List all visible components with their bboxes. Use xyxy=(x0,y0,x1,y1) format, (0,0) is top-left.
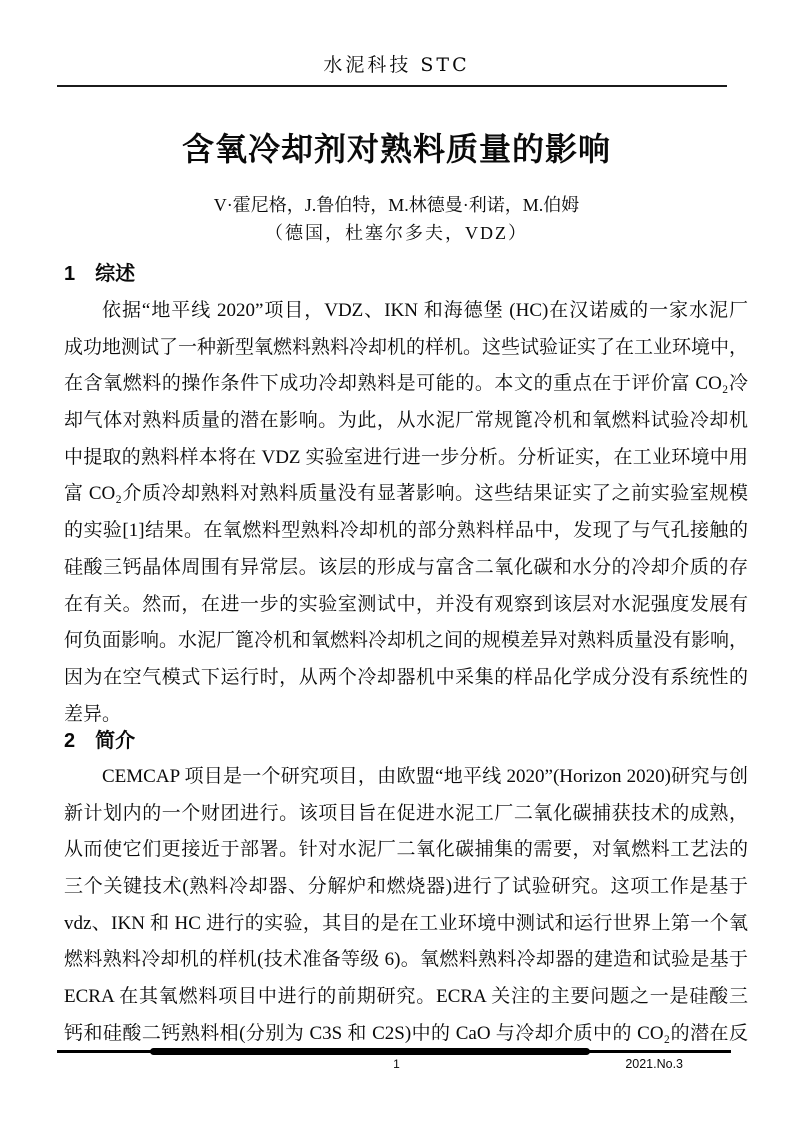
footer-divider-thick-segment xyxy=(150,1048,590,1055)
text-line: 硅酸三钙晶体周围有异常层。该层的形成与富含二氧化碳和水分的冷却介质的存 xyxy=(64,556,748,578)
section-2-paragraph xyxy=(64,759,748,1053)
text-line: 三个关键技术(熟料冷却器、分解炉和燃烧器)进行了试验研究。这项工作是基于 xyxy=(64,876,748,898)
text-line: 新计划内的一个财团进行。该项目旨在促进水泥工厂二氧化碳捕获技术的成熟， xyxy=(64,802,748,824)
text-line: 的实验[1]结果。在氧燃料型熟料冷却机的部分熟料样品中，发现了与气孔接触的 xyxy=(64,520,748,542)
text-line: 中提取的熟料样本将在 VDZ 实验室进行进一步分析。分析证实，在工业环境中用 xyxy=(64,446,748,468)
authors-line: V·霍尼格，J.鲁伯特，M.林德曼·利诺，M.伯姆 xyxy=(213,195,580,215)
text-line: 钙和硅酸二钙熟料相(分别为 C3S 和 C2S)中的 CaO 与冷却介质中的 CO₂的潜在反 xyxy=(64,1022,748,1044)
section-2-heading xyxy=(64,727,135,755)
section-number: 2 xyxy=(64,730,76,752)
text-line: 差异。 xyxy=(64,703,122,725)
text-line: CEMCAP 项目是一个研究项目，由欧盟“地平线 2020”(Horizon 2020)研究与创 xyxy=(102,766,748,787)
text-line: 从而使它们更接近于部署。针对水泥厂二氧化碳捕集的需要，对氧燃料工艺法的 xyxy=(64,839,748,861)
text-line: 何负面影响。水泥厂篦冷机和氧燃料冷却机之间的规模差异对熟料质量没有影响， xyxy=(64,630,748,652)
text-line: 成功地测试了一种新型氧燃料熟料冷却机的样机。这些试验证实了在工业环境中， xyxy=(64,336,748,358)
text-line: ECRA 在其氧燃料项目中进行的前期研究。ECRA 关注的主要问题之一是硅酸三 xyxy=(64,986,748,1008)
text-line: 燃料熟料冷却机的样机(技术准备等级 6)。氧燃料熟料冷却器的建造和试验是基于 xyxy=(64,949,748,971)
section-title: 简介 xyxy=(95,730,136,752)
header-divider xyxy=(57,85,727,87)
text-line: 在有关。然而，在进一步的实验室测试中，并没有观察到该层对水泥强度发展有 xyxy=(64,593,748,615)
text-line: 在含氧燃料的操作条件下成功冷却熟料是可能的。本文的重点在于评价富 CO₂冷 xyxy=(64,373,748,395)
section-1-paragraph xyxy=(64,293,748,733)
section-1-heading xyxy=(64,260,135,288)
affiliation-line: （德国，杜塞尔多夫，VDZ） xyxy=(265,223,528,243)
text-line: 富 CO₂介质冷却熟料对熟料质量没有显著影响。这些结果证实了之前实验室规模 xyxy=(64,483,748,505)
issue-number: 2021.No.3 xyxy=(625,1057,683,1071)
section-title: 综述 xyxy=(95,263,136,285)
text-line: 依据“地平线 2020”项目，VDZ、IKN 和海德堡 (HC)在汉诺威的一家水泥厂 xyxy=(102,300,748,321)
text-line: 因为在空气模式下运行时，从两个冷却器机中采集的样品化学成分没有系统性的 xyxy=(64,666,748,688)
page-number: 1 xyxy=(393,1057,400,1071)
section-number: 1 xyxy=(64,263,76,285)
text-line: vdz、IKN 和 HC 进行的实验，其目的是在工业环境中测试和运行世界上第一个氧 xyxy=(64,912,748,934)
text-line: 却气体对熟料质量的潜在影响。为此，从水泥厂常规篦冷机和氧燃料试验冷却机 xyxy=(64,410,748,432)
journal-header: 水泥科技 STC xyxy=(323,54,470,76)
article-title: 含氧冷却剂对熟料质量的影响 xyxy=(181,131,611,167)
